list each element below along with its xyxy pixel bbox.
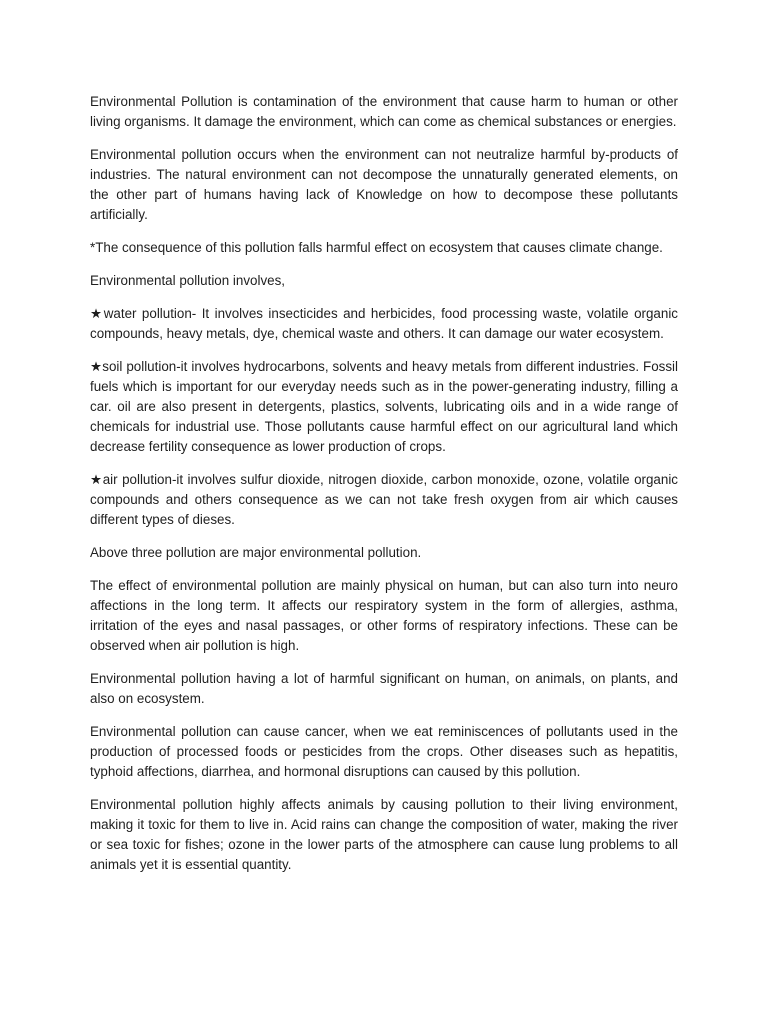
- paragraph-involves-intro: Environmental pollution involves,: [90, 273, 286, 288]
- paragraph-soil-pollution: ★soil pollution-it involves hydrocarbons, solvents and heavy metals from different industries. Fossil fuels which is important for our everyday needs such as in the power-generating industry, filling a car. oil are also present in detergents, plastics, solvents, lubricating oils and in a wide range of chemicals for industrial use. Those pollutants cause harmful effect on our agricultural land which decrease fertility consequence as lower production of crops.: [90, 359, 678, 454]
- paragraph-consequence: *The consequence of this pollution falls harmful effect on ecosystem that causes climate change.: [90, 240, 663, 255]
- paragraph-cancer: Environmental pollution can cause cancer, when we eat reminiscences of pollutants used in the production of processed foods or pesticides from the crops. Other diseases such as hepatitis, typhoid affections, diarrhea, and hormonal disruptions can caused by this pollution.: [90, 724, 678, 779]
- paragraph-effects-human: The effect of environmental pollution are mainly physical on human, but can also turn into neuro affections in the long term. It affects our respiratory system in the form of allergies, asthma, irritation of the eyes and nasal passages, or other forms of respiratory infections. These can be observed when air pollution is high.: [90, 578, 678, 653]
- paragraph-major-pollution: Above three pollution are major environmental pollution.: [90, 545, 422, 560]
- paragraph-harmful-significance: Environmental pollution having a lot of harmful significant on human, on animals, on plants, and also on ecosystem.: [90, 671, 678, 706]
- paragraph-definition: Environmental Pollution is contamination of the environment that cause harm to human or other living organisms. It damage the environment, which can come as chemical substances or energies.: [90, 94, 678, 129]
- paragraph-animals: Environmental pollution highly affects animals by causing pollution to their living environment, making it toxic for them to live in. Acid rains can change the composition of water, making the river or sea toxic for fishes; ozone in the lower parts of the atmosphere can cause lung problems to all animals yet it is essential quantity.: [90, 797, 678, 872]
- paragraph-water-pollution: ★water pollution- It involves insecticides and herbicides, food processing waste, volatile organic compounds, heavy metals, dye, chemical waste and others. It can damage our water ecosystem.: [90, 306, 678, 341]
- paragraph-air-pollution: ★air pollution-it involves sulfur dioxide, nitrogen dioxide, carbon monoxide, ozone, volatile organic compounds and others consequence as we can not take fresh oxygen from air which causes different types of dieses.: [90, 472, 678, 527]
- paragraph-occurrence: Environmental pollution occurs when the environment can not neutralize harmful by-products of industries. The natural environment can not decompose the unnaturally generated elements, on the other part of humans having lack of Knowledge on how to decompose these pollutants artificially.: [90, 147, 678, 222]
